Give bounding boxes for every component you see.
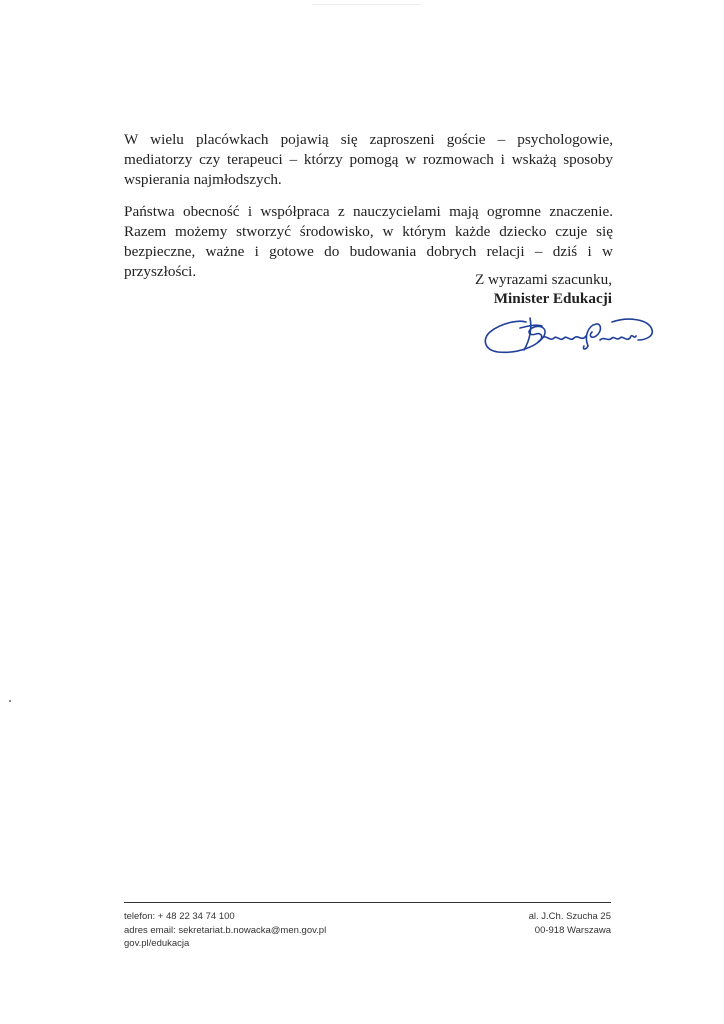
footer-website: gov.pl/edukacja [124, 938, 190, 949]
footer-address [529, 910, 611, 937]
handwritten-signature-icon [480, 306, 660, 362]
footer-email: adres email: sekretariat.b.nowacka@men.gov.pl [124, 924, 327, 936]
footer-postal: 00-918 Warszawa [534, 924, 611, 936]
paragraph-cooperation: Państwa obecność i współpraca z nauczycielami mają ogromne znaczenie. Razem możemy stworzyć środowisko, w którym każde dziecko czuje się bezpieczne, ważne i gotowe do budowania dobrych relacji – dziś i w przyszłości. [124, 203, 613, 280]
scan-edge-mark [312, 4, 422, 5]
scan-speck [9, 700, 11, 702]
signatory-title: Minister Edukacji [493, 290, 612, 307]
paragraph-guests: W wielu placówkach pojawią się zaproszeni goście – psychologowie, mediatorzy czy terapeuci – którzy pomogą w rozmowach i wskażą sposoby wspierania najmłodszych. [124, 131, 613, 188]
closing-salutation: Z wyrazami szacunku, [474, 271, 612, 288]
closing-block [475, 270, 612, 308]
footer-phone: telefon: + 48 22 34 74 100 [124, 911, 235, 922]
footer-divider [124, 902, 611, 903]
footer-street: al. J.Ch. Szucha 25 [528, 911, 611, 922]
footer-contact [124, 910, 326, 951]
